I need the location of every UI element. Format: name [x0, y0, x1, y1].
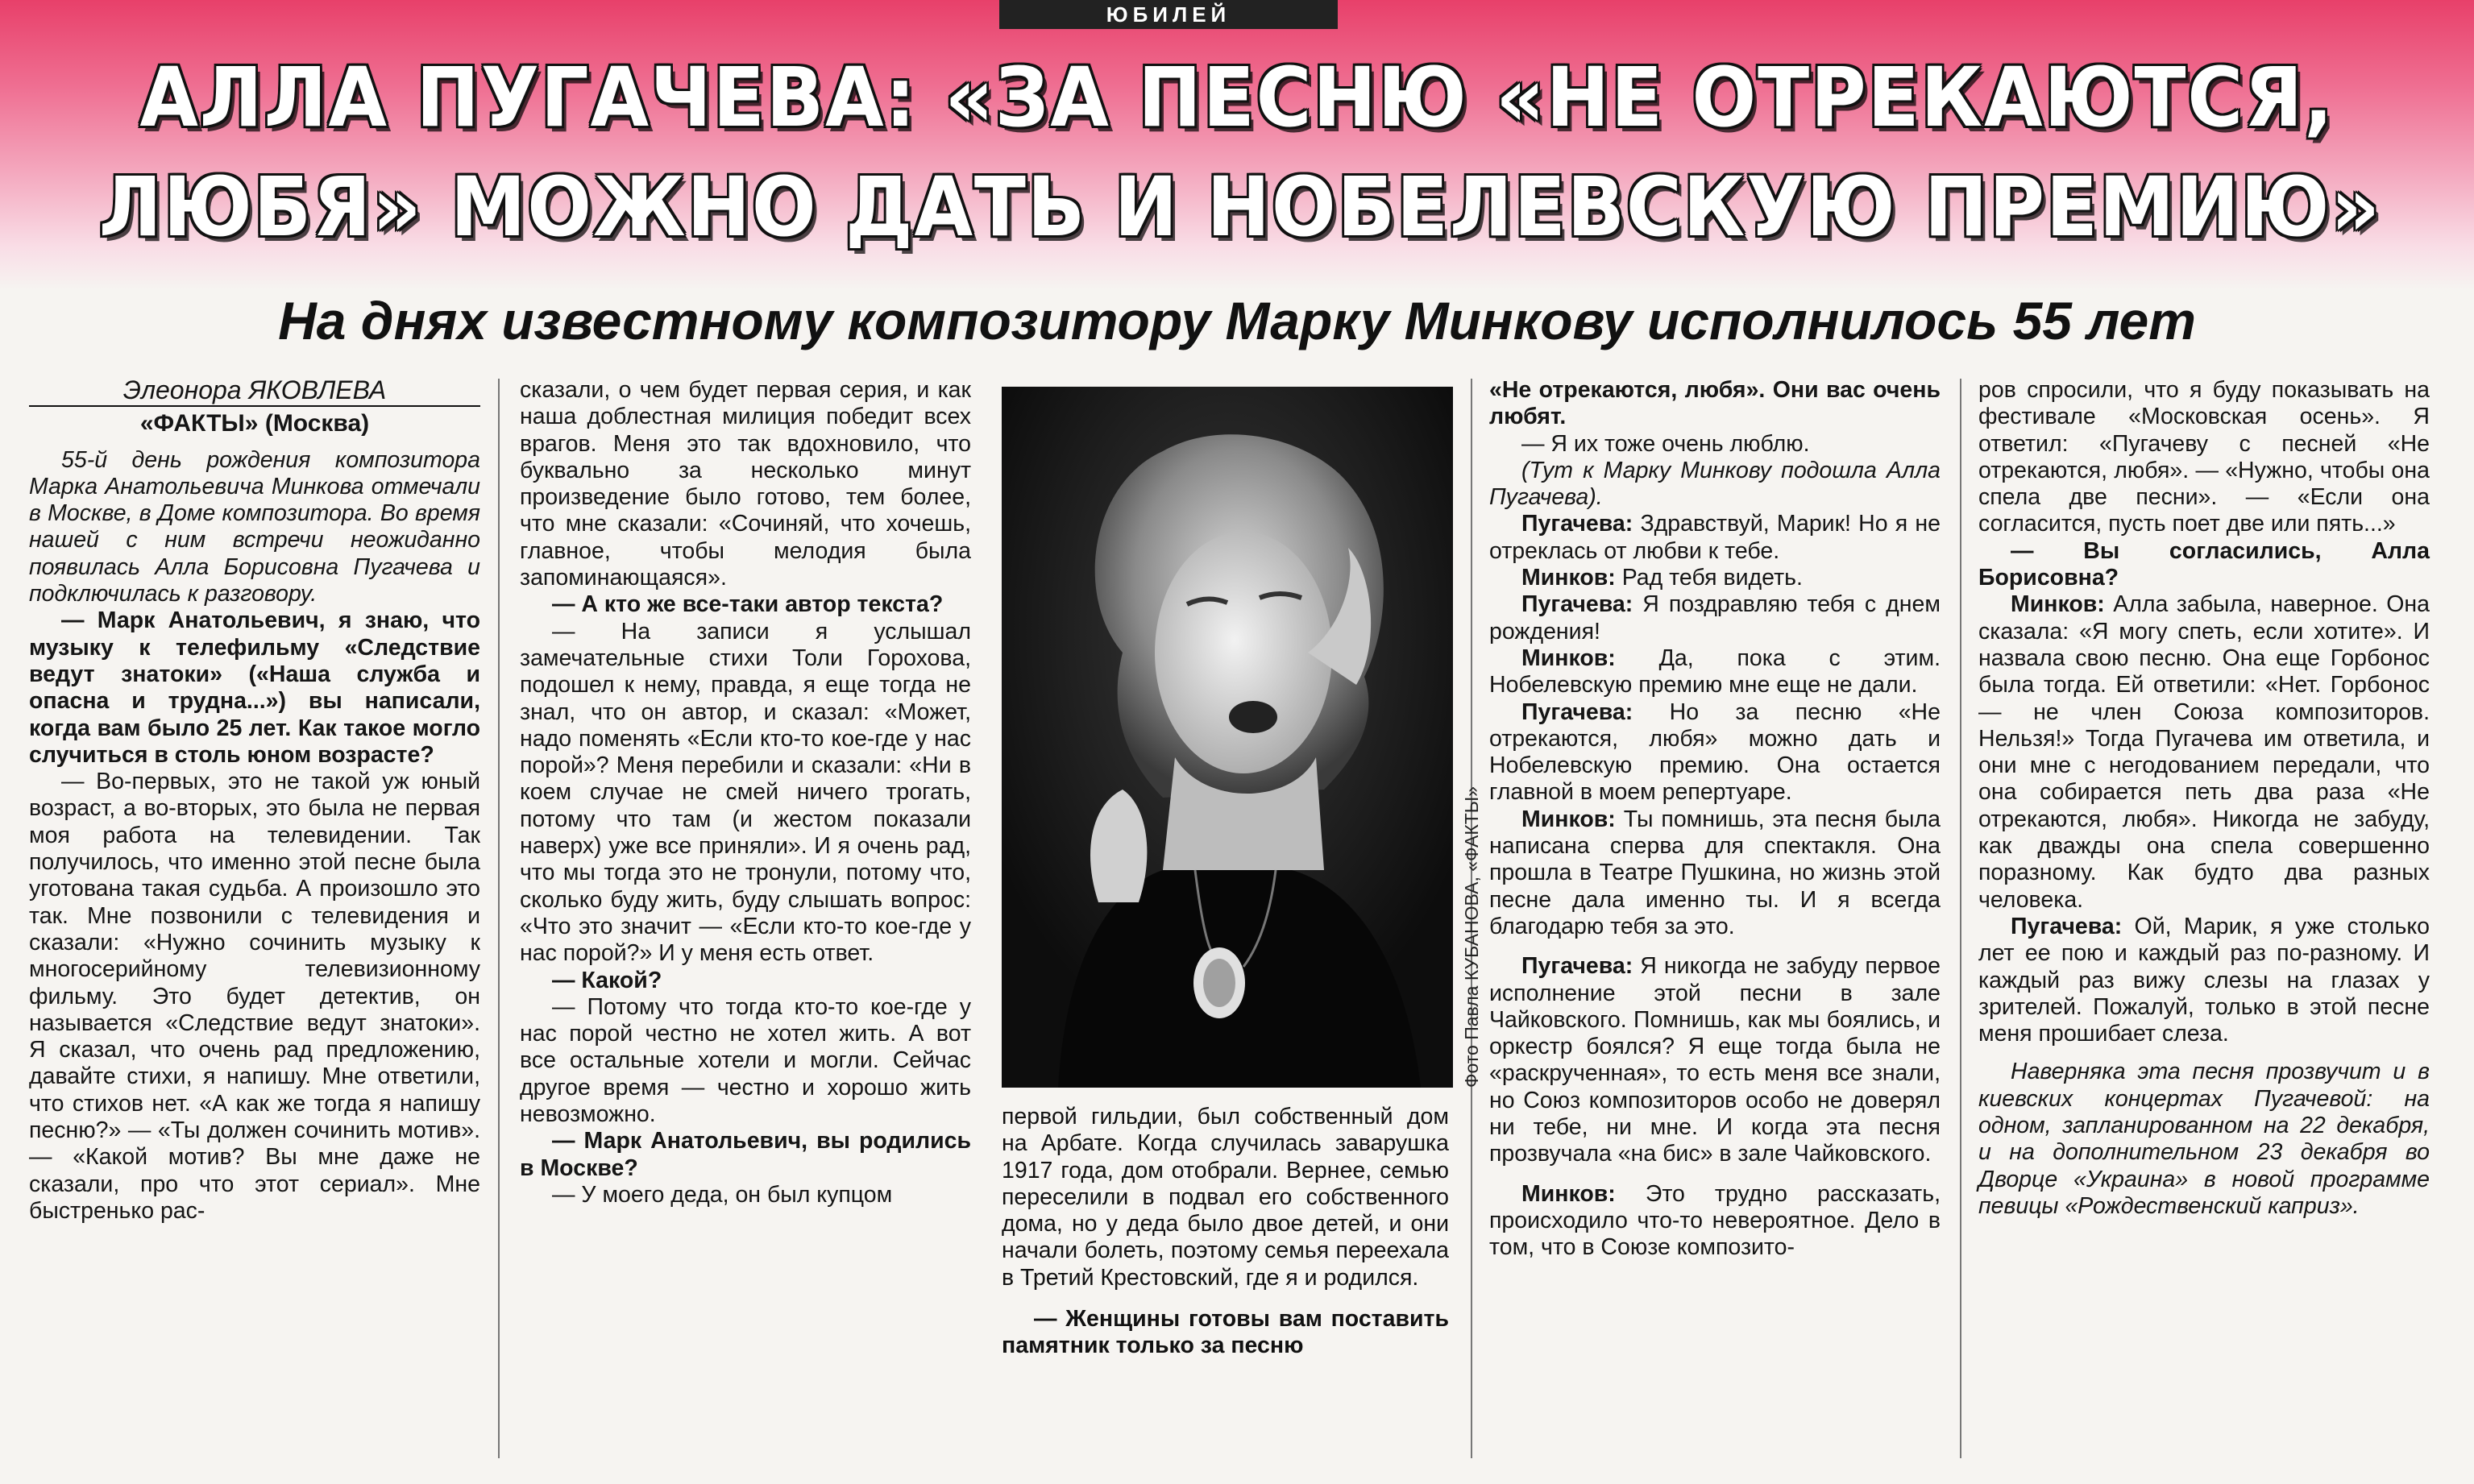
dialogue-text: Ты помнишь, эта песня была написана сперва для спектакля. Она прошла в Театре Пушкина, но жизнь этой песне дала именно ты. И я всегда благодарю тебя за это.: [1489, 806, 1941, 939]
dialogue-line: [1489, 591, 1941, 645]
dialogue-text: Рад тебя видеть.: [1621, 565, 1803, 591]
speaker-name: Минков:: [1521, 1180, 1616, 1207]
answer-paragraph: — У моего деда, он был купцом: [552, 1181, 893, 1208]
byline-source: «ФАКТЫ» (Москва): [139, 410, 370, 437]
answer-paragraph: сказали, о чем будет первая серия, и как наша доблестная милиция победит всех врагов. Меня это так вдохновило, что буквально за несколько минут произведение было готово, тем более, что мне сказали: «Сочиняй, что хочешь, главное, чтобы мелодия была запоминающаяся».: [520, 377, 971, 591]
question-paragraph: — А кто же все-таки автор текста?: [552, 591, 944, 618]
dialogue-line: [1489, 511, 1941, 565]
speaker-name: Минков:: [1521, 565, 1616, 591]
byline-author: Элеонора ЯКОВЛЕВА: [29, 377, 480, 407]
speaker-name: Минков:: [2011, 591, 2105, 618]
lead-paragraph: 55-й день рождения композитора Марка Анатольевича Минкова отмечали в Москве, в Доме композитора. Во время нашей с ним встречи неожиданно появилась Алла Борисовна Пугачева и подключилась к разговору.: [29, 446, 480, 607]
photo-credit: [1459, 741, 1484, 1088]
question-paragraph: «Не отрекаются, любя». Они вас очень любят.: [1489, 377, 1941, 430]
answer-paragraph: — Я их тоже очень люблю.: [1521, 430, 1810, 457]
dialogue-text: Ой, Марик, я уже столько лет ее пою и каждый раз по-разному. И каждый раз вижу слезы на глазах у зрителей. Пожалуй, только в этой песне меня прошибает слеза.: [1978, 913, 2430, 1047]
dialogue-text: Да, пока с этим. Нобелевскую премию мне еще не дали.: [1489, 645, 1941, 698]
answer-paragraph: ров спросили, что я буду показывать на фестивале «Московская осень». Я ответил: «Пугачеву с песней «Не отрекаются, любя». — «Нужно, чтобы она спела две песни». — «Если она согласится, пусть поет две или пять...»: [1978, 377, 2430, 537]
article-column-5: [1978, 377, 2430, 1220]
dialogue-line: [1489, 699, 1941, 806]
stage-note: (Тут к Марку Минкову подошла Алла Пугачева).: [1489, 457, 1941, 511]
article-column-3: [1002, 1104, 1449, 1360]
question-paragraph: — Марк Анатольевич, вы родились в Москве?: [520, 1128, 971, 1181]
headline-line-2: ЛЮБЯ» МОЖНО ДАТЬ И НОБЕЛЕВСКУЮ ПРЕМИЮ»: [98, 160, 2381, 255]
speaker-name: Минков:: [1521, 645, 1616, 671]
dialogue-text: Но за песню «Не отрекаются, любя» можно дать и Нобелевскую премию. Она остается главной в моем репертуаре.: [1489, 698, 1941, 806]
dialogue-line: [1489, 1181, 1941, 1262]
article-column-1: [29, 377, 480, 1225]
answer-paragraph: — Потому что тогда кто-то кое-где у нас порой честно не хотел жить. А вот все остальные хотели и могли. Сейчас другое время — честно и хорошо жить невозможно.: [520, 993, 971, 1128]
dialogue-text: Алла забыла, наверное. Она сказала: «Я могу спеть, если хотите». И назвала свою песню. Она еще Горбонос была тогда. Ей ответили: «Нет. Горбонос — не член Союза композиторов. Нельзя!» Тогда Пугачева им ответила, и они мне с негодованием передали, что она собирается петь два раза «Не отрекаются, любя». Никогда не забуду, как дважды она спела совершенно поразному. Как будто два разных человека.: [1978, 591, 2430, 913]
answer-paragraph: первой гильдии, был собственный дом на Арбате. Когда случилась заварушка 1917 года, дом отобрали. Вернее, семью переселили в подвал его собственного дома, но у деда было двое детей, и они начали болеть, поэтому семья переехала в Третий Крестовский, где я и родился.: [1002, 1104, 1449, 1291]
speaker-name: Пугачева:: [1521, 953, 1633, 980]
answer-paragraph: — На записи я услышал замечательные стихи Толи Горохова, подошел к нему, правда, я еще тогда не знал, что он автор, и сказал: «Может, надо поменять «Если кто-то кое-где у нас порой»? Меня перебили и сказали: «Ни в коем случае не смей ничего трогать, потому что там (и жестом показали наверх) уже все приняли». И я очень рад, что мы тогда это не тронули, потому что, сколько буду жить, буду слышать вопрос: «Что это значит — «Если кто-то кое-где у нас порой?» И у меня есть ответ.: [520, 618, 971, 967]
speaker-name: Пугачева:: [1521, 511, 1633, 537]
article-column-2: [520, 377, 971, 1208]
photo-alla-pugacheva: [1002, 387, 1453, 1088]
dialogue-line: [1489, 953, 1941, 1167]
dialogue-text: Здравствуй, Марик! Но я не отреклась от любви к тебе.: [1489, 511, 1941, 564]
headline-line-1: АЛЛА ПУГАЧЕВА: «ЗА ПЕСНЮ «НЕ ОТРЕКАЮТСЯ,: [139, 50, 2335, 146]
dialogue-line: [1978, 914, 2430, 1047]
question-paragraph: — Вы согласились, Алла Борисовна?: [1978, 537, 2430, 591]
dialogue-text: Это трудно рассказать, происходило что-то невероятное. Дело в том, что в Союзе композито-: [1489, 1180, 1941, 1261]
question-paragraph: — Какой?: [552, 967, 662, 993]
answer-paragraph: — Во-первых, это не такой уж юный возраст, а во-вторых, это была не первая моя работа на телевидении. Так получилось, что именно этой песне была уготована такая судьба. А произошло это так. Мне позвонили с телевидения и сказали: «Нужно сочинить музыку к многосерийному телевизионному фильму. Это будет детектив, он называется «Следствие ведут знатоки». Я сказал, что очень рад предложению, давайте стихи, я напишу. Мне ответили, что стихов нет. «А как же тогда я напишу песню?» — «Ты должен сочинить мотив». — «Какой мотив? Вы мне даже не сказали, про что этот сериал». Мне быстренько рас-: [29, 769, 480, 1224]
speaker-name: Пугачева:: [1521, 698, 1633, 725]
speaker-name: Пугачева:: [2011, 913, 2123, 939]
portrait-illustration: [1002, 387, 1453, 1088]
dialogue-line: [1489, 806, 1941, 940]
dialogue-text: Я поздравляю тебя с днем рождения!: [1489, 591, 1941, 645]
dialogue-line: [1489, 645, 1941, 699]
question-paragraph: — Женщины готовы вам поставить памятник только за песню: [1002, 1306, 1449, 1359]
dialogue-line: [1489, 565, 1941, 591]
speaker-name: Минков:: [1521, 806, 1616, 832]
subtitle: На днях известному композитору Марку Минкову исполнилось 55 лет: [278, 291, 2196, 350]
speaker-name: Пугачева:: [1521, 591, 1633, 618]
question-paragraph: — Марк Анатольевич, я знаю, что музыку к телефильму «Следствие ведут знатоки» («Наша служба и опасна и трудна...») вы написали, когда вам было 25 лет. Как такое могло случиться в столь юном возрасте?: [29, 607, 480, 768]
dialogue-text: Я никогда не забуду первое исполнение этой песни в зале Чайковского. Помнишь, как мы боялись, и оркестр боялся? Я еще тогда была не «раскрученная», то есть меня все знали, но Союз композиторов особо не доверял ни тебе, ни мне. И когда эта песня прозвучала «на бис» в зале Чайковского.: [1489, 953, 1941, 1167]
column-rule: [498, 379, 500, 1458]
rubric-label: ЮБИЛЕЙ: [999, 0, 1338, 29]
article-column-4: [1489, 377, 1941, 1262]
closing-paragraph: Наверняка эта песня прозвучит и в киевских концертах Пугачевой: на одном, запланированном на 22 декабря, и на дополнительном 23 декабря во Дворце «Украина» в новой программе певицы «Рождественский каприз».: [1978, 1059, 2430, 1219]
dialogue-line: [1978, 591, 2430, 914]
photo-credit-text: Фото Павла КУБАНОВА, «ФАКТЫ»: [1461, 786, 1482, 1088]
column-rule: [1960, 379, 1961, 1458]
